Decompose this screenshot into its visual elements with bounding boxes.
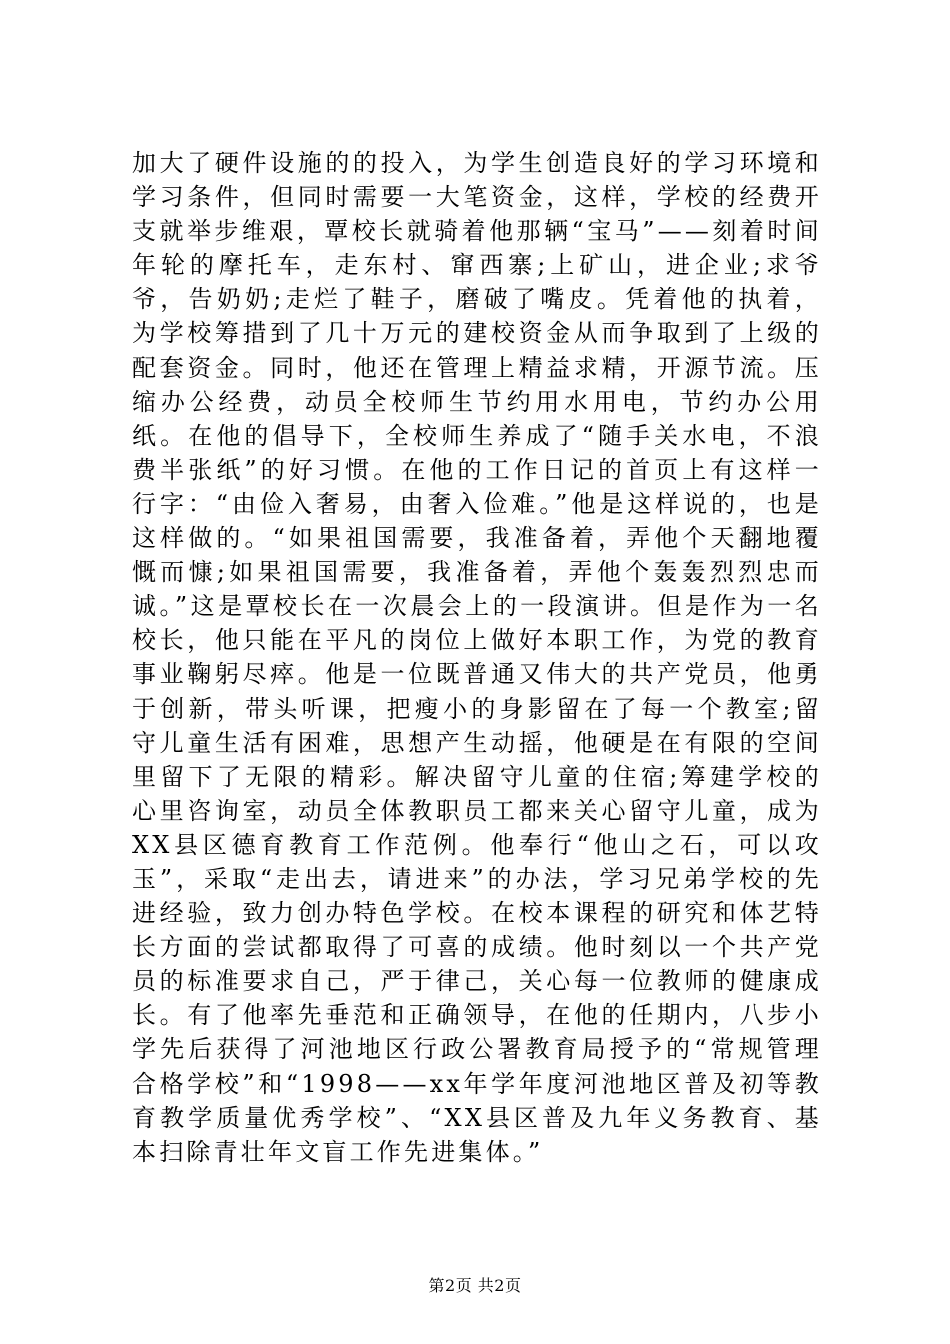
body-paragraph: 加大了硬件设施的的投入，为学生创造良好的学习环境和学习条件，但同时需要一大笔资金，这样，学校的经费开支就举步维艰，覃校长就骑着他那辆“宝马”——刻着时间年轮的摩托车，走东村、窜西寨;上矿山，进企业;求爷爷，告奶奶;走烂了鞋子，磨破了嘴皮。凭着他的执着，为学校筹措到了几十万元的建校资金从而争取到了上级的配套资金。同时，他还在管理上精益求精，开源节流。压缩办公经费，动员全校师生节约用水用电，节约办公用纸。在他的倡导下，全校师生养成了“随手关水电，不浪费半张纸”的好习惯。在他的工作日记的首页上有这样一行字：“由俭入奢易，由奢入俭难。”他是这样说的，也是这样做的。“如果祖国需要，我准备着，弄他个天翻地覆慨而慷;如果祖国需要，我准备着，弄他个轰轰烈烈忠而诚。”这是覃校长在一次晨会上的一段演讲。但是作为一名校长，他只能在平凡的岗位上做好本职工作，为党的教育事业鞠躬尽瘁。他是一位既普通又伟大的共产党员，他勇于创新，带头听课，把瘦小的身影留在了每一个教室;留守儿童生活有困难，思想产生动摇，他硬是在有限的空间里留下了无限的精彩。解决留守儿童的住宿;筹建学校的心里咨询室，动员全体教职员工都来关心留守儿童，成为XX县区德育教育工作范例。他奉行“他山之石，可以攻玉”，采取“走出去，请进来”的办法，学习兄弟学校的先进经验，致力创办特色学校。在校本课程的研究和体艺特长方面的尝试都取得了可喜的成绩。他时刻以一个共产党员的标准要求自己，严于律己，关心每一位教师的健康成长。有了他率先垂范和正确领导，在他的任期内，八步小学先后获得了河池地区行政公署教育局授予的“常规管理合格学校”和“1998——xx年学年度河池地区普及初等教育教学质量优秀学校”、“XX县区普及九年义务教育、基本扫除青壮年文盲工作先进集体。” xyxy=(132,149,822,1166)
page-footer: 第2页 共2页 xyxy=(428,1276,522,1295)
